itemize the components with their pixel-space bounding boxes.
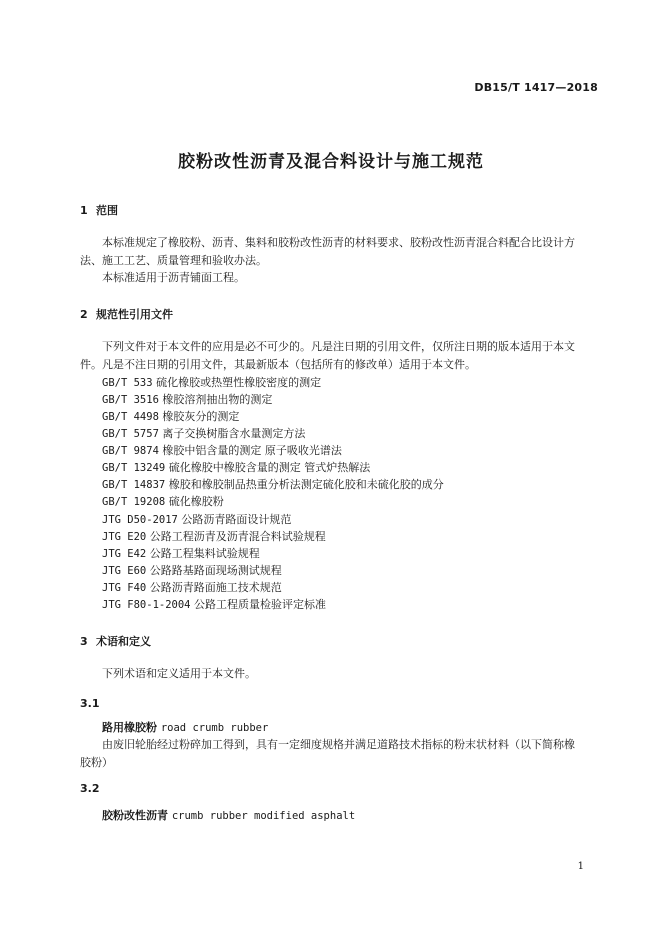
- reference-code: JTG F80-1-2004: [102, 599, 191, 611]
- reference-item: [102, 408, 239, 426]
- reference-code: GB/T 14837: [102, 479, 166, 491]
- scope-applicability: 本标准适用于沥青铺面工程。: [102, 271, 245, 284]
- term-entry: [102, 719, 268, 735]
- reference-title: 公路沥青路面施工技术规范: [149, 581, 282, 594]
- term-english: road crumb rubber: [160, 722, 269, 734]
- normative-intro: [80, 338, 600, 373]
- reference-code: JTG D50-2017: [102, 514, 178, 526]
- reference-code: GB/T 5757: [102, 428, 159, 440]
- reference-item: [102, 596, 326, 614]
- reference-item: [102, 511, 291, 529]
- section-heading-terms-definitions: [80, 633, 151, 649]
- reference-title: 硫化橡胶粉: [168, 495, 224, 508]
- section-number: 1: [80, 204, 88, 217]
- reference-title: 公路工程质量检验评定标准: [194, 598, 327, 611]
- reference-title: 硫化橡胶中橡胶含量的测定 管式炉热解法: [168, 461, 371, 474]
- standard-number: DB15/T 1417—2018: [474, 81, 598, 94]
- document-title: 胶粉改性沥青及混合料设计与施工规范: [178, 152, 484, 172]
- reference-code: GB/T 19208: [102, 496, 166, 508]
- section-heading-normative-references: [80, 306, 173, 322]
- clause-number: 3.2: [80, 782, 100, 795]
- scope-text-line2: 法、施工工艺、质量管理和验收办法。: [80, 253, 267, 267]
- reference-title: 公路沥青路面设计规范: [181, 513, 292, 526]
- reference-title: 硫化橡胶或热塑性橡胶密度的测定: [156, 376, 322, 389]
- clause-number: 3.1: [80, 697, 100, 710]
- reference-title: 橡胶溶剂抽出物的测定: [162, 393, 273, 406]
- term-english: crumb rubber modified asphalt: [171, 810, 356, 822]
- reference-item: [102, 459, 370, 477]
- section-number: 2: [80, 308, 88, 321]
- terms-intro: [80, 665, 600, 683]
- reference-title: 离子交换树脂含水量测定方法: [162, 427, 306, 440]
- reference-code: JTG E60: [102, 565, 147, 577]
- section-number: 3: [80, 635, 88, 648]
- reference-code: GB/T 13249: [102, 462, 166, 474]
- reference-item: [102, 374, 321, 392]
- reference-title: 公路工程沥青及沥青混合料试验规程: [149, 530, 326, 543]
- reference-code: GB/T 3516: [102, 394, 159, 406]
- scope-text-line1: 本标准规定了橡胶粉、沥青、集料和胶粉改性沥青的材料要求、胶粉改性沥青混合料配合比设计方: [102, 236, 575, 249]
- term-definition-line1: 由废旧轮胎经过粉碎加工得到，具有一定细度规格并满足道路技术指标的粉末状材料（以下简称橡: [102, 738, 575, 751]
- reference-code: GB/T 9874: [102, 445, 159, 457]
- section-title: 规范性引用文件: [96, 308, 173, 321]
- reference-code: JTG F40: [102, 582, 147, 594]
- reference-item: [102, 528, 326, 546]
- term-chinese: 路用橡胶粉: [102, 721, 157, 734]
- reference-code: GB/T 4498: [102, 411, 159, 423]
- section-title: 术语和定义: [96, 635, 151, 648]
- reference-title: 橡胶和橡胶制品热重分析法测定硫化胶和未硫化胶的成分: [168, 478, 444, 491]
- terms-intro-text: 下列术语和定义适用于本文件。: [102, 667, 256, 680]
- reference-item: [102, 476, 444, 494]
- term-definition-line2: 胶粉）: [80, 755, 113, 769]
- reference-item: [102, 562, 282, 580]
- reference-title: 橡胶灰分的测定: [162, 410, 240, 423]
- reference-code: JTG E20: [102, 531, 147, 543]
- reference-code: GB/T 533: [102, 377, 153, 389]
- page-number: 1: [577, 861, 584, 872]
- scope-paragraph: [80, 234, 600, 287]
- normative-intro-line1: 下列文件对于本文件的应用是必不可少的。凡是注日期的引用文件，仅所注日期的版本适用于本文: [102, 340, 575, 353]
- reference-title: 公路路基路面现场测试规程: [149, 564, 282, 577]
- reference-item: [102, 545, 260, 563]
- reference-item: [102, 579, 282, 597]
- reference-item: [102, 391, 272, 409]
- reference-item: [102, 493, 224, 511]
- reference-title: 橡胶中铝含量的测定 原子吸收光谱法: [162, 444, 342, 457]
- reference-item: [102, 442, 342, 460]
- reference-title: 公路工程集料试验规程: [149, 547, 260, 560]
- section-heading-scope: [80, 202, 118, 218]
- term-entry: [102, 807, 355, 823]
- reference-item: [102, 425, 305, 443]
- section-title: 范围: [96, 204, 118, 217]
- normative-intro-line2: 件。凡是不注日期的引用文件，其最新版本（包括所有的修改单）适用于本文件。: [80, 357, 476, 371]
- reference-code: JTG E42: [102, 548, 147, 560]
- term-definition: [80, 736, 600, 771]
- term-chinese: 胶粉改性沥青: [102, 809, 168, 822]
